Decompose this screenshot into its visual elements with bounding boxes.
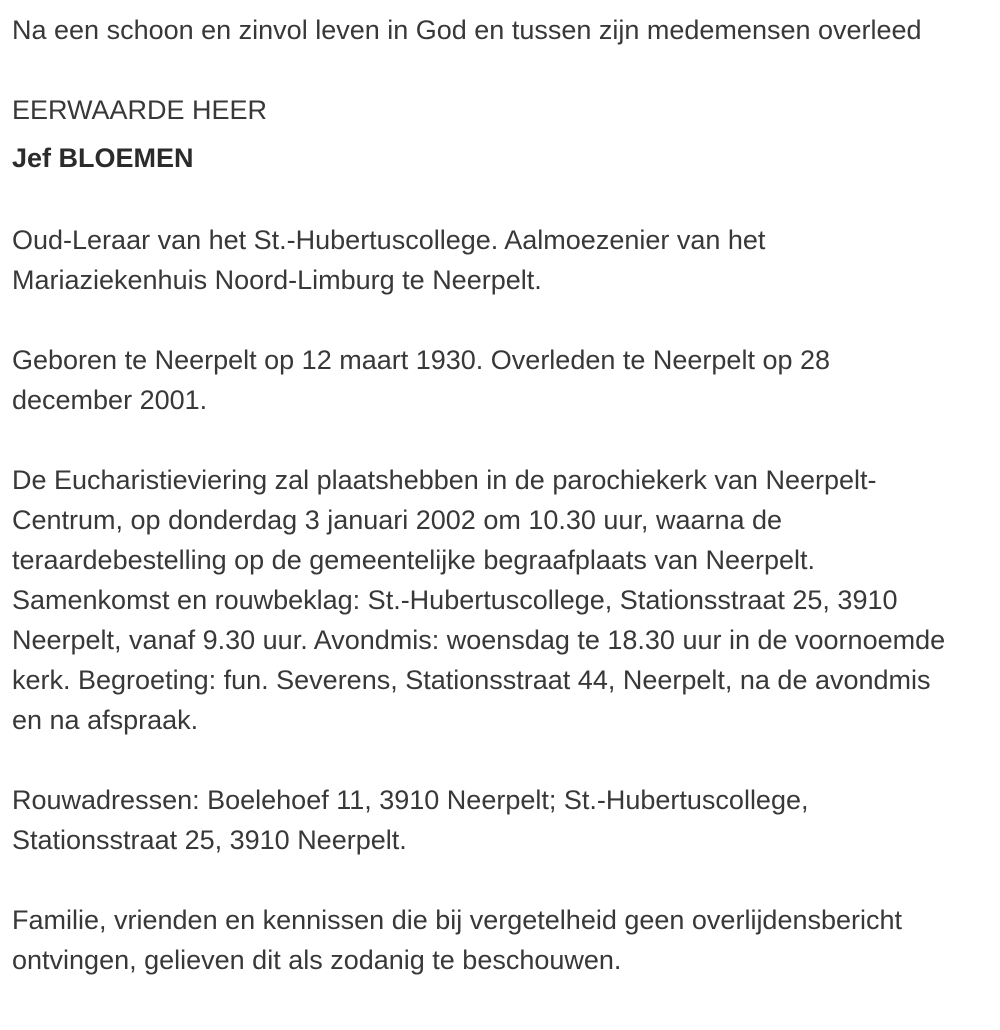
roles-paragraph: Oud-Leraar van het St.-Hubertuscollege. Aalmoezenier van het Mariaziekenhuis Noord-Limburg te Neerpelt. xyxy=(12,225,766,295)
closing-paragraph: Familie, vrienden en kennissen die bij vergetelheid geen overlijdensbericht ontvingen, gelieven dit als zodanig te beschouwen. xyxy=(12,905,903,975)
intro-paragraph: Na een schoon en zinvol leven in God en tussen zijn medemensen overleed xyxy=(12,15,922,45)
life-dates-paragraph: Geboren te Neerpelt op 12 maart 1930. Overleden te Neerpelt op 28 december 2001. xyxy=(12,345,831,415)
mourning-addresses-paragraph: Rouwadressen: Boelehoef 11, 3910 Neerpelt; St.-Hubertuscollege, Stationsstraat 25, 3910 Neerpelt. xyxy=(12,785,809,855)
deceased-name: Jef BLOEMEN xyxy=(12,143,194,173)
honorific-title: EERWAARDE HEER xyxy=(12,95,268,125)
service-details-paragraph: De Eucharistieviering zal plaatshebben in de parochiekerk van Neerpelt-Centrum, op donderdag 3 januari 2002 om 10.30 uur, waarna de teraardebestelling op de gemeentelijke begraafplaats van Neerpelt. Samenkomst en rouwbeklag: St.-Hubertuscollege, Stationsstraat 25, 3910 Neerpelt, vanaf 9.30 uur. Avondmis: woensdag te 18.30 uur in de voornoemde kerk. Begroeting: fun. Severens, Stationsstraat 44, Neerpelt, na de avondmis en na afspraak. xyxy=(12,465,946,735)
